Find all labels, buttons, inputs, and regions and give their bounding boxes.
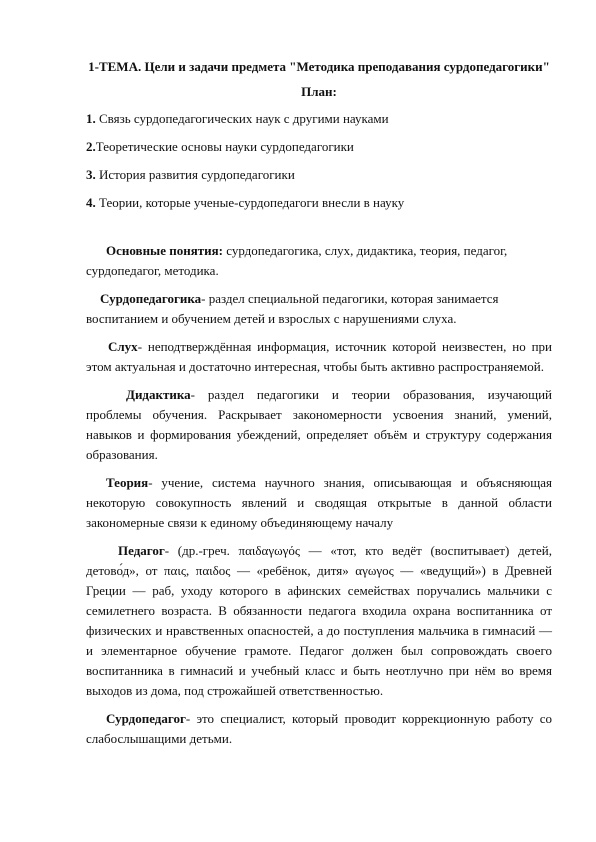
term-definition: - раздел специальной педагогики, которая занимается воспитанием и обучением детей и взрослых с нарушениями слуха. (86, 291, 499, 326)
plan-item (86, 139, 552, 155)
definition-hearing (86, 337, 552, 377)
definition-pedagogue (86, 541, 552, 701)
spacer (86, 223, 552, 241)
term-label: Сурдопедагог (106, 711, 186, 726)
key-concepts-paragraph (86, 241, 552, 281)
term-label: Теория (106, 475, 149, 490)
document-page (86, 50, 552, 757)
plan-item-number: 2. (86, 139, 96, 154)
definition-theory (86, 473, 552, 533)
term-definition: - это специалист, который проводит коррекционную работу со слабослышащими детьми. (86, 711, 552, 746)
plan-item-text: Теоретические основы науки сурдопедагогики (95, 139, 354, 154)
term-definition: сурдопедагогика, слух, дидактика, теория, педагог, сурдопедагог, методика. (86, 243, 508, 278)
plan-item-number: 1. (86, 111, 96, 126)
term-label: Дидактика (126, 387, 191, 402)
document-title: 1-ТЕМА. Цели и задачи предмета "Методика преподавания сурдопедагогики" (88, 59, 550, 74)
plan-item (86, 111, 552, 127)
term-definition: - учение, система научного знания, описывающая и объясняющая некоторую совокупность явлений и сводящая открытые в данной области закономерные связи к единому объединяющему началу (86, 475, 552, 530)
plan-item (86, 167, 552, 183)
plan-item-number: 4. (86, 195, 96, 210)
definition-didactics (86, 385, 552, 465)
plan-item-text: Теории, которые ученые-сурдопедагоги внесли в науку (95, 195, 405, 210)
term-definition: - неподтверждённая информация, источник которой неизвестен, но при этом актуальная и достаточно интересная, чтобы быть активно распространяемой. (86, 339, 552, 374)
term-label: Педагог (118, 543, 165, 558)
plan-item-text: Связь сурдопедагогических наук с другими науками (95, 111, 389, 126)
term-label: Сурдопедагогика (100, 291, 202, 306)
term-definition: - раздел педагогики и теории образования, изучающий проблемы обучения. Раскрывает закономерности усвоения знаний, умений, навыков и формирования убеждений, определяет объём и структуру содержания образования. (86, 387, 552, 462)
plan-item (86, 195, 552, 211)
term-definition: - (др.-греч. παιδαγωγός — «тот, кто ведёт (воспитывает) детей, детово́д», от παις, παιδος — «ребёнок, дитя» αγωγος — «ведущий») в Древней Греции — раб, уходу которого в афинских семействах поручались мальчики с семилетнего возраста. В обязанности педагога входила охрана воспитанника от физических и нравственных опасностей, а до поступления мальчика в гимнасий — и элементарное обучение грамоте. Педагог должен был сопровождать своего воспитанника в гимнасий и учебный класс и быть неотлучно при нём во время выходов из дома, под строжайшей ответственностью. (86, 543, 552, 698)
term-label: Слух (108, 339, 138, 354)
plan-item-text: История развития сурдопедагогики (95, 167, 295, 182)
plan-heading: План: (301, 84, 337, 99)
plan-item-number: 3. (86, 167, 96, 182)
definition-surdopedagogue (86, 709, 552, 749)
definition-surdopedagogy (86, 289, 552, 329)
term-label: Основные понятия: (106, 243, 223, 258)
